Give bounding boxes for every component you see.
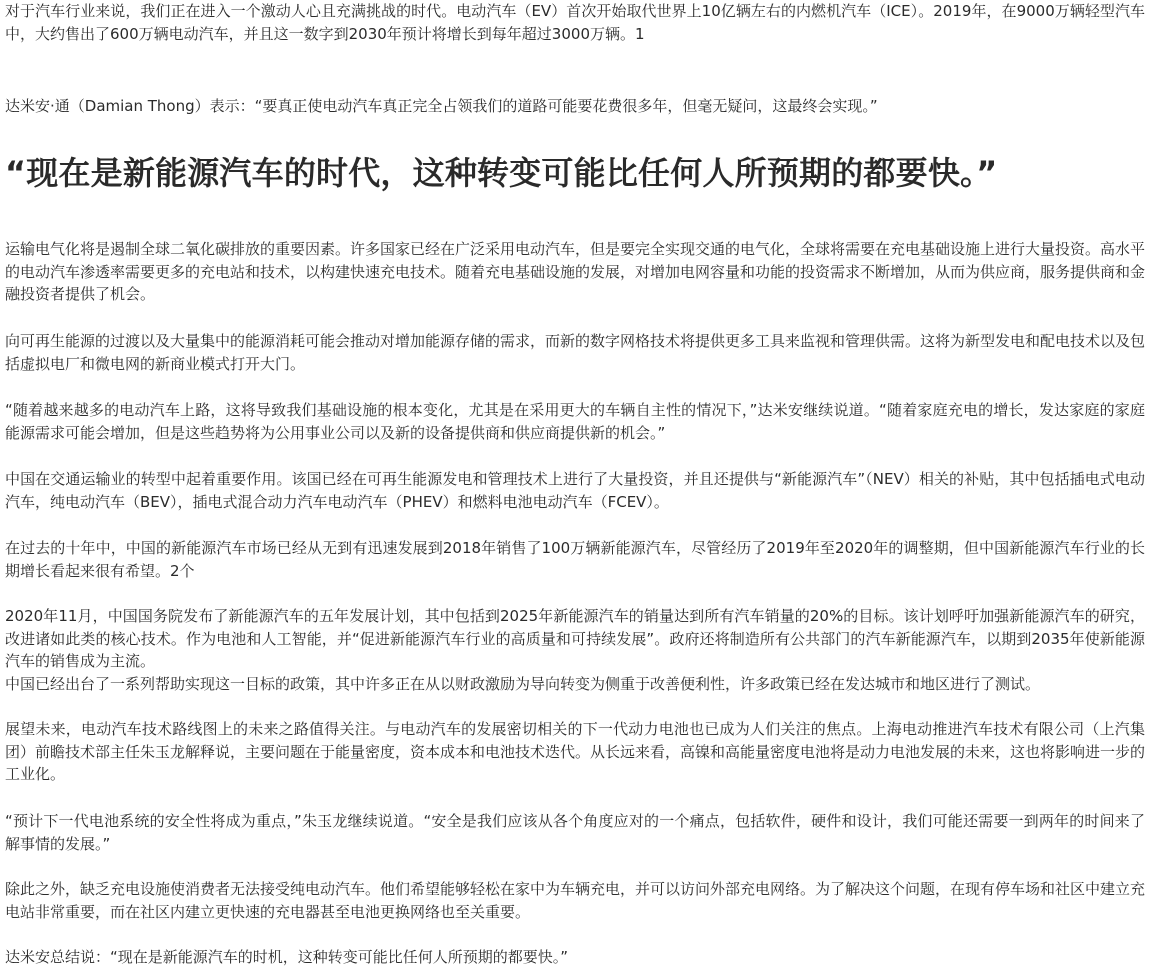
paragraph-nev-market (5, 537, 1145, 582)
paragraph-future-outlook: 展望未来，电动汽车技术路线图上的未来之路值得关注。与电动汽车的发展密切相关的下一代动力电池也已成为人们关注的焦点。上海电动推进汽车技术有限公司（上汽集团）前瞻技术部主任朱玉龙解释说，主要问题在于能量密度，资本成本和电池技术迭代。从长远来看，高镍和高能量密度电池将是动力电池发展的未来，这也将影响进一步的工业化。 (5, 720, 1146, 783)
paragraph-damian-quote: 达米安·通（Damian Thong）表示：“要真正使电动汽车真正完全占领我们的道路可能要花费很多年，但毫无疑问，这最终会实现。” (5, 97, 878, 115)
paragraph-electrification: 运输电气化将是遏制全球二氧化碳排放的重要因素。许多国家已经在广泛采用电动汽车，但是要完全实现交通的电气化，全球将需要在充电基础设施上进行大量投资。高水平的电动汽车渗透率需要更多的充电站和技术，以构建快速充电技术。随着充电基础设施的发展，对增加电网容量和功能的投资需求不断增加，从而为供应商，服务提供商和金融投资者提供了机会。 (5, 240, 1146, 303)
paragraph-charging-facilities: 除此之外，缺乏充电设施使消费者无法接受纯电动汽车。他们希望能够轻松在家中为车辆充电，并可以访问外部充电网络。为了解决这个问题，在现有停车场和社区中建立充电站非常重要，而在社区内建立更快速的充电器甚至电池更换网络也至关重要。 (5, 880, 1146, 921)
paragraph-renewable-transition: 向可再生能源的过渡以及大量集中的能源消耗可能会推动对增加能源存储的需求，而新的数字网格技术将提供更多工具来监视和管理供需。这将为新型发电和配电技术以及包括虚拟电厂和微电网的新商业模式打开大门。 (5, 332, 1146, 373)
paragraph-nev-market-text: 在过去的十年中，中国的新能源汽车市场已经从无到有迅速发展到2018年销售了100万辆新能源汽车，尽管经历了2019年至2020年的调整期，但中国新能源汽车行业的长期增长看起来很有希望。 (5, 539, 1145, 580)
pull-quote-heading: “现在是新能源汽车的时代，这种转变可能比任何人所预期的都要快。” (5, 154, 998, 192)
paragraph-intro-text: 对于汽车行业来说，我们正在进入一个激动人心且充满挑战的时代。电动汽车（EV）首次开始取代世界上10亿辆左右的内燃机汽车（ICE）。2019年，在9000万辆轻型汽车中，大约售出了600万辆电动汽车，并且这一数字到2030年预计将增长到每年超过3000万辆。 (5, 2, 1145, 43)
footnote-1[interactable]: 1 (634, 24, 645, 43)
paragraph-intro (5, 0, 1145, 45)
footnote-2[interactable]: 2个 (170, 561, 195, 580)
paragraph-china-role: 中国在交通运输业的转型中起着重要作用。该国已经在可再生能源发电和管理技术上进行了大量投资，并且还提供与“新能源汽车”（NEV）相关的补贴，其中包括插电式电动汽车，纯电动汽车（BEV），插电式混合动力汽车电动汽车（PHEV）和燃料电池电动汽车（FCEV）。 (5, 470, 1145, 511)
paragraph-five-year-plan: 2020年11月，中国国务院发布了新能源汽车的五年发展计划，其中包括到2025年新能源汽车的销量达到所有汽车销量的20%的目标。该计划呼吁加强新能源汽车的研究，改进诸如此类的核心技术。作为电池和人工智能，并“促进新能源汽车行业的高质量和可持续发展”。政府还将制造所有公共部门的汽车新能源汽车，以期到2035年使新能源汽车的销售成为主流。 (5, 607, 1145, 670)
paragraph-policies: 中国已经出台了一系列帮助实现这一目标的政策，其中许多正在从以财政激励为导向转变为侧重于改善便利性，许多政策已经在发达城市和地区进行了测试。 (5, 675, 1041, 693)
paragraph-conclusion: 达米安总结说：“现在是新能源汽车的时机，这种转变可能比任何人所预期的都要快。” (5, 948, 569, 966)
paragraph-infrastructure-change: “随着越来越多的电动汽车上路，这将导致我们基础设施的根本变化，尤其是在采用更大的车辆自主性的情况下，”达米安继续说道。“随着家庭充电的增长，发达家庭的家庭能源需求可能会增加，但是这些趋势将为公用事业公司以及新的设备提供商和供应商提供新的机会。” (5, 401, 1145, 442)
paragraph-battery-safety: “预计下一代电池系统的安全性将成为重点，”朱玉龙继续说道。“安全是我们应该从各个角度应对的一个痛点，包括软件，硬件和设计，我们可能还需要一到两年的时间来了解事情的发展。” (5, 812, 1145, 853)
